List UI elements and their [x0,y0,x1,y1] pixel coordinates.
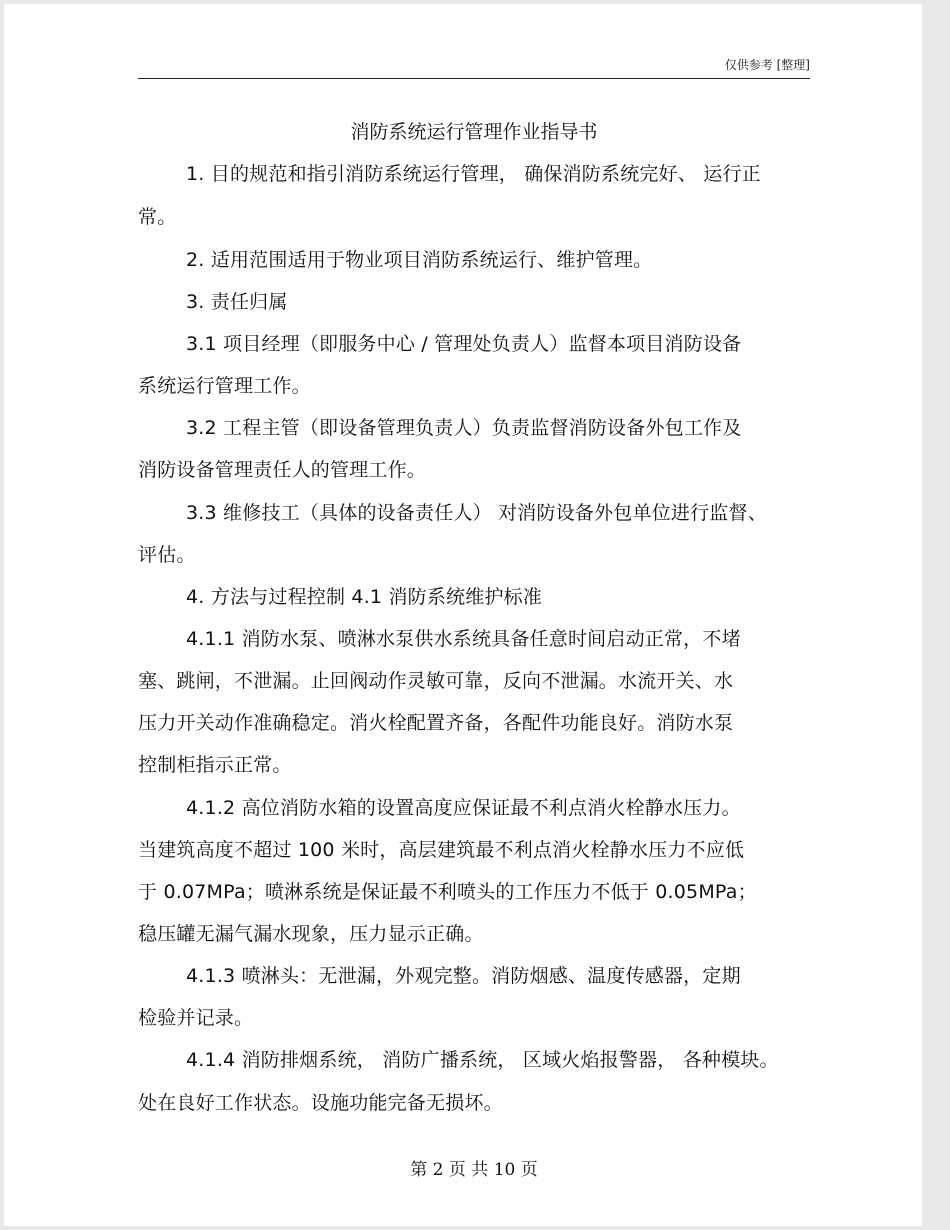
body-line: 于 0.07MPa；喷淋系统是保证最不利喷头的工作压力不低于 0.05MPa； [138,881,757,903]
header-note: 仅供参考 [整理] [724,58,810,72]
document-page [4,4,922,1226]
body-line: 系统运行管理工作。 [138,375,311,397]
body-line: 控制柜指示正常。 [138,754,292,776]
body-line: 4. 方法与过程控制 4.1 消防系统维护标准 [186,586,543,608]
body-line: 4.1.3 喷淋头：无泄漏，外观完整。消防烟感、温度传感器，定期 [186,965,741,987]
body-line: 压力开关动作准确稳定。消火栓配置齐备，各配件功能良好。消防水泵 [138,712,734,734]
body-line: 塞、跳闸，不泄漏。止回阀动作灵敏可靠，反向不泄漏。水流开关、水 [138,670,734,692]
body-line: 常。 [138,206,177,228]
page-footer: 第 2 页 共 10 页 [410,1160,538,1180]
body-line: 处在良好工作状态。设施功能完备无损坏。 [138,1092,503,1114]
body-line: 消防设备管理责任人的管理工作。 [138,459,427,481]
body-line: 2. 适用范围适用于物业项目消防系统运行、维护管理。 [186,249,653,271]
body-line: 评估。 [138,544,196,566]
body-line: 当建筑高度不超过 100 米时，高层建筑最不利点消火栓静水压力不应低 [138,839,745,861]
body-line: 3.3 维修技工（具体的设备责任人） 对消防设备外包单位进行监督、 [186,502,767,524]
body-line: 4.1.2 高位消防水箱的设置高度应保证最不利点消火栓静水压力。 [186,797,741,819]
body-line: 3.2 工程主管（即设备管理负责人）负责监督消防设备外包工作及 [186,417,742,439]
body-line: 3. 责任归属 [186,291,288,313]
document-title: 消防系统运行管理作业指导书 [350,121,598,143]
body-line: 3.1 项目经理（即服务中心 / 管理处负责人）监督本项目消防设备 [186,333,742,355]
body-line: 稳压罐无漏气漏水现象，压力显示正确。 [138,923,484,945]
body-line: 4.1.1 消防水泵、喷淋水泵供水系统具备任意时间启动正常，不堵 [186,628,741,650]
page-header [138,54,810,79]
body-line: 4.1.4 消防排烟系统， 消防广播系统， 区域火焰报警器， 各种模块。 [186,1049,779,1071]
body-line: 检验并记录。 [138,1007,254,1029]
body-line: 1. 目的规范和指引消防系统运行管理， 确保消防系统完好、 运行正 [186,163,761,185]
